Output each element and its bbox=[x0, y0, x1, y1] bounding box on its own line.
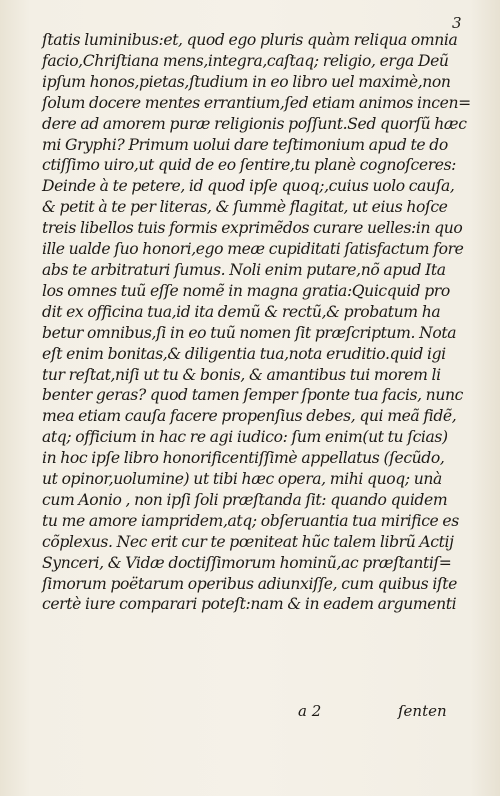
page-number: 3 bbox=[452, 14, 462, 32]
text-line: ſimorum poëtarum operibus adiunxiſſe, cum quibus iſte bbox=[42, 574, 457, 593]
page-footer bbox=[0, 702, 500, 726]
text-line: abs te arbitraturi ſumus. Noli enim putare,nõ apud Ita bbox=[42, 260, 446, 279]
text-line: certè iure comparari poteſt:nam & in eadem argumenti bbox=[42, 595, 457, 614]
text-line: atq; officium in hac re agi iudico: ſum enim(ut tu ſcias) bbox=[42, 428, 448, 447]
text-line: ut opinor,uolumine) ut tibi hæc opera, mihi quoq; unà bbox=[42, 470, 442, 489]
text-line: mi Gryphi? Primum uolui dare teſtimonium apud te do bbox=[42, 135, 448, 154]
text-line: facio,Chriſtiana mens,integra,caſtaq; religio, erga Deũ bbox=[42, 51, 449, 70]
body-text bbox=[42, 30, 471, 615]
text-line: & petit à te per literas, & ſummè flagitat, ut eius hoſce bbox=[42, 198, 448, 217]
text-line: Synceri, & Vidæ doctiſſimorum hominũ,ac præſtantiſ= bbox=[42, 553, 452, 572]
text-line: mea etiam cauſa facere propenſius debes, qui meã fidẽ, bbox=[42, 407, 457, 426]
text-line: ctiſſimo uiro,ut quid de eo ſentire,tu planè cognoſceres: bbox=[42, 156, 457, 175]
text-line: benter geras? quod tamen ſemper ſponte tua facis, nunc bbox=[42, 386, 463, 405]
text-line: ipſum honos,pietas,ſtudium in eo libro uel maximè,non bbox=[42, 72, 451, 91]
text-line: ſolum docere mentes errantium,ſed etiam animos incen= bbox=[42, 93, 471, 112]
text-line: dere ad amorem puræ religionis poſſunt.Sed quorſũ hæc bbox=[42, 114, 467, 133]
text-line: betur omnibus,ſi in eo tuũ nomen ſit præſcriptum. Nota bbox=[42, 323, 457, 342]
catchword: ſenten bbox=[398, 702, 447, 720]
text-line: los omnes tuũ eſſe nomẽ in magna gratia:Quicquid pro bbox=[42, 281, 450, 300]
text-line: ſtatis luminibus:et, quod ego pluris quàm reliqua omnia bbox=[42, 31, 458, 49]
text-line: tu me amore iampridem,atq; obſeruantia tua mirifice es bbox=[42, 511, 459, 530]
text-line: treis libellos tuis formis exprimẽdos curare uelles:in quo bbox=[42, 219, 463, 238]
text-line: tur reſtat,niſi ut tu & bonis, & amantibus tui morem li bbox=[42, 365, 441, 384]
text-line: cum Aonio , non ipſi ſoli præſtanda ſit: quando quidem bbox=[42, 490, 448, 509]
text-line: ille ualde ſuo honori,ego meæ cupiditati ſatisfactum fore bbox=[42, 240, 464, 259]
text-line: cõplexus. Nec erit cur te pœniteat hũc talem librũ Actij bbox=[42, 532, 454, 551]
text-line: in hoc ipſe libro honorificentiſſimè appellatus (ſecũdo, bbox=[42, 449, 445, 468]
signature-mark: a 2 bbox=[298, 702, 322, 720]
text-line: dit ex officina tua,id ita demũ & rectũ,& probatum ha bbox=[42, 302, 441, 321]
text-line: Deinde à te petere, id quod ipſe quoq;,cuius uolo cauſa, bbox=[42, 177, 455, 196]
text-line: eſt enim bonitas,& diligentia tua,nota eruditio.quid igi bbox=[42, 344, 446, 363]
